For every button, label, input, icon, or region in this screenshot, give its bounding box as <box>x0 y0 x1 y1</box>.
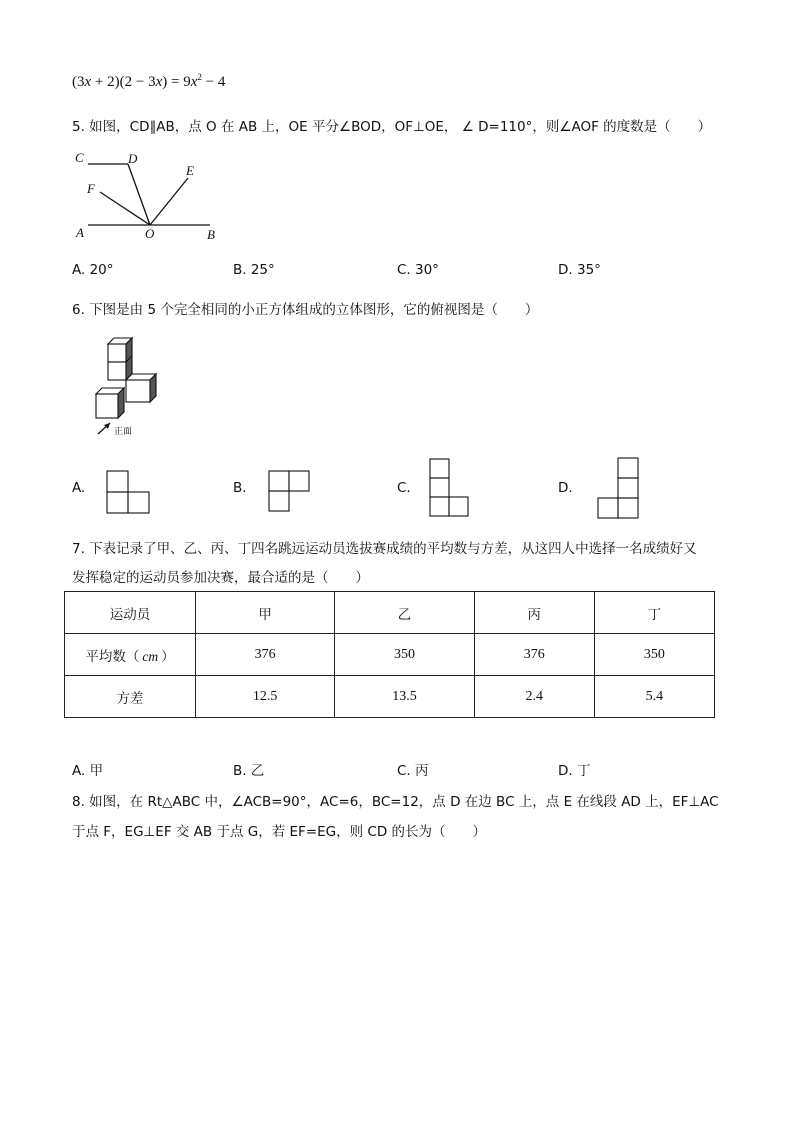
label-d: D <box>128 151 138 166</box>
q6-option-c-figure <box>428 457 474 521</box>
cube-front <box>126 380 150 402</box>
cube-front <box>108 362 126 380</box>
table-cell: 12.5 <box>196 676 335 718</box>
q8-stem-line1: 8. 如图，在 Rt△ABC 中，∠ACB=90°，AC=6，BC=12，点 D 在边 BC 上，点 E 在线段 AD 上，EF⊥AC <box>72 794 719 810</box>
table-cell: 350 <box>335 634 474 676</box>
q7-option-b: B. 乙 <box>233 763 265 779</box>
q7-stem-line1: 7. 下表记录了甲、乙、丙、丁四名跳远运动员选拔赛成绩的平均数与方差，从这四人中选择一名成绩好又 <box>72 541 697 557</box>
table-cell: 376 <box>196 634 335 676</box>
eq-var-x: x <box>155 74 163 90</box>
q5-figure <box>70 148 230 248</box>
cube-side-shaded <box>118 388 124 418</box>
table-header-cell: 乙 <box>335 592 474 634</box>
q6-option-d-figure <box>597 456 643 522</box>
table-header-cell: 丁 <box>594 592 714 634</box>
table-header-cell: 丙 <box>474 592 594 634</box>
average-label: 平均数（ <box>85 648 140 665</box>
table-cell: 376 <box>474 634 594 676</box>
label-b: B <box>207 227 215 242</box>
q6-option-a-label: A. <box>72 480 86 496</box>
label-a: A <box>76 225 84 240</box>
eq-part-4: − 4 <box>201 74 226 90</box>
q6-option-a-figure <box>105 469 153 515</box>
q6-solid-figure <box>88 330 168 440</box>
equation-line <box>72 72 225 91</box>
q5-option-b: B. 25° <box>233 262 275 278</box>
table-row <box>65 634 715 676</box>
average-label-cell <box>65 634 196 676</box>
label-e: E <box>186 163 194 178</box>
q8-stem-line2: 于点 F，EG⊥EF 交 AB 于点 G，若 EF=EG，则 CD 的长为（ ） <box>72 824 487 840</box>
eq-part-3: ) = 9 <box>162 74 191 90</box>
eq-exponent: 2 <box>197 72 202 82</box>
q6-option-b-figure <box>267 469 315 515</box>
eq-var-x: x <box>84 74 92 90</box>
table-cell: 2.4 <box>474 676 594 718</box>
table-cell: 350 <box>594 634 714 676</box>
table-header-row <box>65 592 715 634</box>
table-cell: 5.4 <box>594 676 714 718</box>
cube-front <box>108 344 126 362</box>
q7-option-d: D. 丁 <box>558 763 591 779</box>
q7-stem-line2: 发挥稳定的运动员参加决赛，最合适的是（ ） <box>72 570 369 586</box>
ray-of <box>100 192 150 225</box>
label-c: C <box>75 150 84 165</box>
q5-stem: 5. 如图，CD∥AB，点 O 在 AB 上，OE 平分∠BOD，OF⊥OE， ∠ D=110°，则∠AOF 的度数是（ ） <box>72 119 712 135</box>
variance-label-cell: 方差 <box>65 676 196 718</box>
q5-option-a: A. 20° <box>72 262 114 278</box>
front-label: 正面 <box>114 427 133 437</box>
label-o: O <box>145 226 155 241</box>
q5-option-c: C. 30° <box>397 262 439 278</box>
ray-oe <box>150 178 188 225</box>
eq-part-1: (3 <box>72 74 85 90</box>
average-unit: cm <box>142 648 159 664</box>
label-f: F <box>87 181 95 196</box>
cube-front <box>96 394 118 418</box>
table-cell: 13.5 <box>335 676 474 718</box>
q7-option-c: C. 丙 <box>397 763 429 779</box>
q7-option-a: A. 甲 <box>72 763 104 779</box>
table-row <box>65 676 715 718</box>
ray-od <box>128 164 150 225</box>
q6-option-b-label: B. <box>233 480 247 496</box>
athlete-score-table <box>64 591 715 718</box>
q6-stem: 6. 下图是由 5 个完全相同的小正方体组成的立体图形，它的俯视图是（ ） <box>72 302 539 318</box>
table-header-cell: 运动员 <box>65 592 196 634</box>
eq-part-2: + 2)(2 − 3 <box>91 74 156 90</box>
q6-option-d-label: D. <box>558 480 573 496</box>
q5-option-d: D. 35° <box>558 262 601 278</box>
average-label-close: ） <box>161 648 175 665</box>
q6-option-c-label: C. <box>397 480 411 496</box>
eq-var-x: x <box>190 74 198 90</box>
table-header-cell: 甲 <box>196 592 335 634</box>
